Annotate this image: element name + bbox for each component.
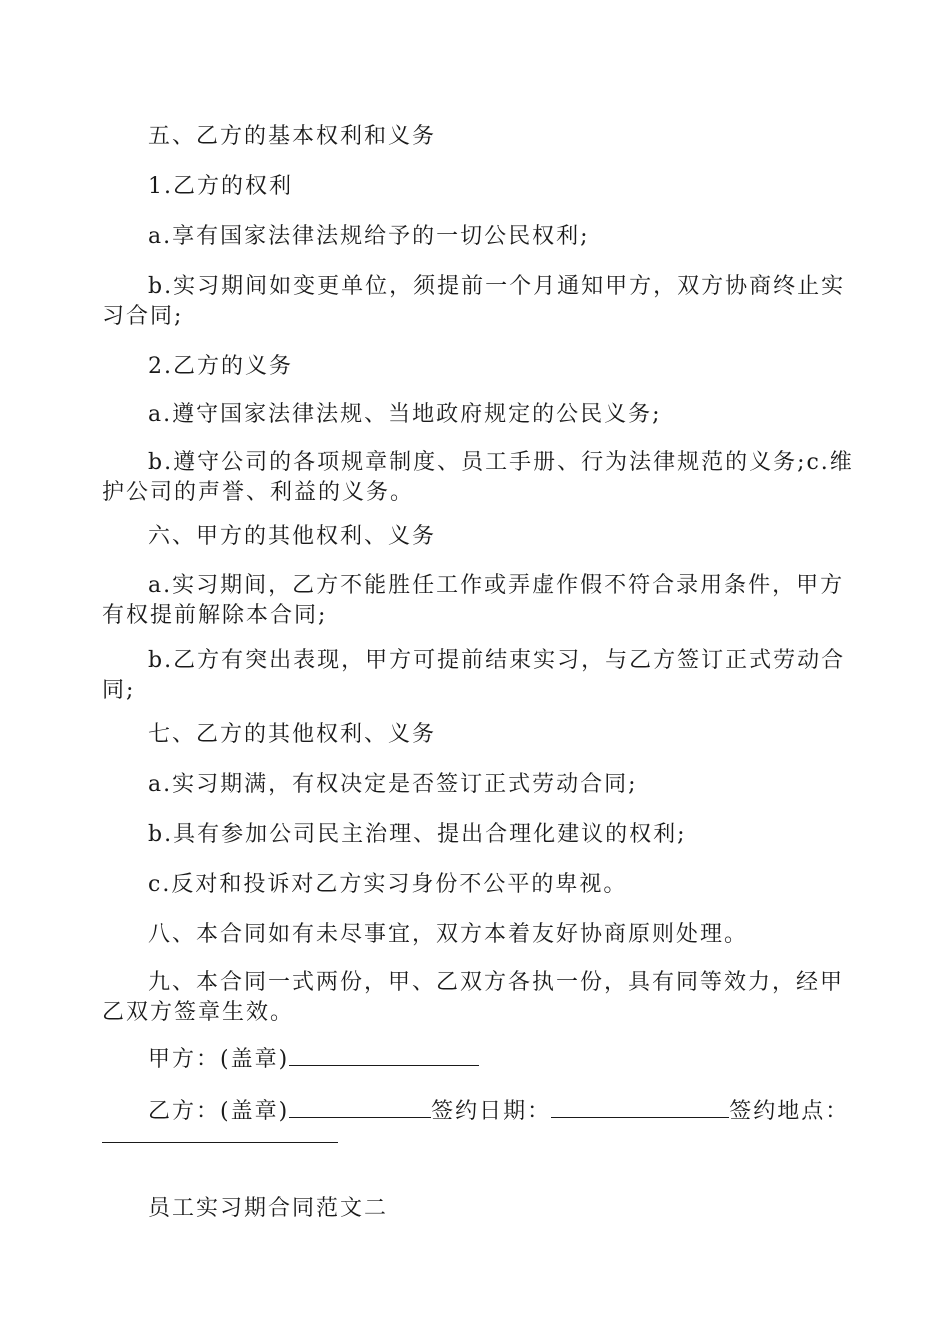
paragraph: b.遵守公司的各项规章制度、员工手册、行为法律规范的义务;c.维护公司的声誉、利益的义务。 bbox=[102, 450, 854, 505]
section-heading-8: 八、本合同如有未尽事宜，双方本着友好协商原则处理。 bbox=[148, 922, 749, 947]
sign-place-blank bbox=[102, 1141, 338, 1143]
section-heading-7: 七、乙方的其他权利、义务 bbox=[148, 722, 437, 747]
paragraph: b.实习期间如变更单位，须提前一个月通知甲方，双方协商终止实习合同; bbox=[102, 274, 846, 329]
signature-line-b bbox=[102, 1095, 854, 1127]
paragraph: b.具有参加公司民主治理、提出合理化建议的权利; bbox=[148, 822, 687, 847]
signature-a-label: 甲方：(盖章) bbox=[148, 1047, 290, 1072]
paragraph: a.遵守国家法律法规、当地政府规定的公民义务; bbox=[148, 402, 662, 427]
sign-place-label: 签约地点： bbox=[729, 1099, 850, 1124]
signature-b-label: 乙方：(盖章) bbox=[148, 1099, 290, 1124]
section-heading-6: 六、甲方的其他权利、义务 bbox=[148, 524, 437, 549]
paragraph: b.乙方有突出表现，甲方可提前结束实习，与乙方签订正式劳动合同; bbox=[102, 648, 846, 703]
paragraph: c.反对和投诉对乙方实习身份不公平的卑视。 bbox=[148, 872, 628, 897]
next-section-title: 员工实习期合同范文二 bbox=[148, 1196, 389, 1221]
signature-line-a bbox=[102, 1043, 854, 1075]
section-heading-5: 五、乙方的基本权利和义务 bbox=[148, 124, 437, 149]
subsection-heading-rights: 1.乙方的权利 bbox=[148, 174, 293, 199]
signature-b-blank bbox=[289, 1095, 431, 1118]
paragraph: a.实习期间，乙方不能胜任工作或弄虚作假不符合录用条件，甲方有权提前解除本合同; bbox=[102, 573, 845, 628]
subsection-heading-duties: 2.乙方的义务 bbox=[148, 354, 293, 379]
paragraph: a.实习期满，有权决定是否签订正式劳动合同; bbox=[148, 772, 638, 797]
sign-date-label: 签约日期： bbox=[431, 1099, 552, 1124]
section-heading-9: 九、本合同一式两份，甲、乙双方各执一份，具有同等效力，经甲乙双方签章生效。 bbox=[102, 970, 845, 1025]
sign-date-blank bbox=[551, 1095, 729, 1118]
paragraph: a.享有国家法律法规给予的一切公民权利; bbox=[148, 224, 590, 249]
signature-a-blank bbox=[289, 1043, 479, 1066]
